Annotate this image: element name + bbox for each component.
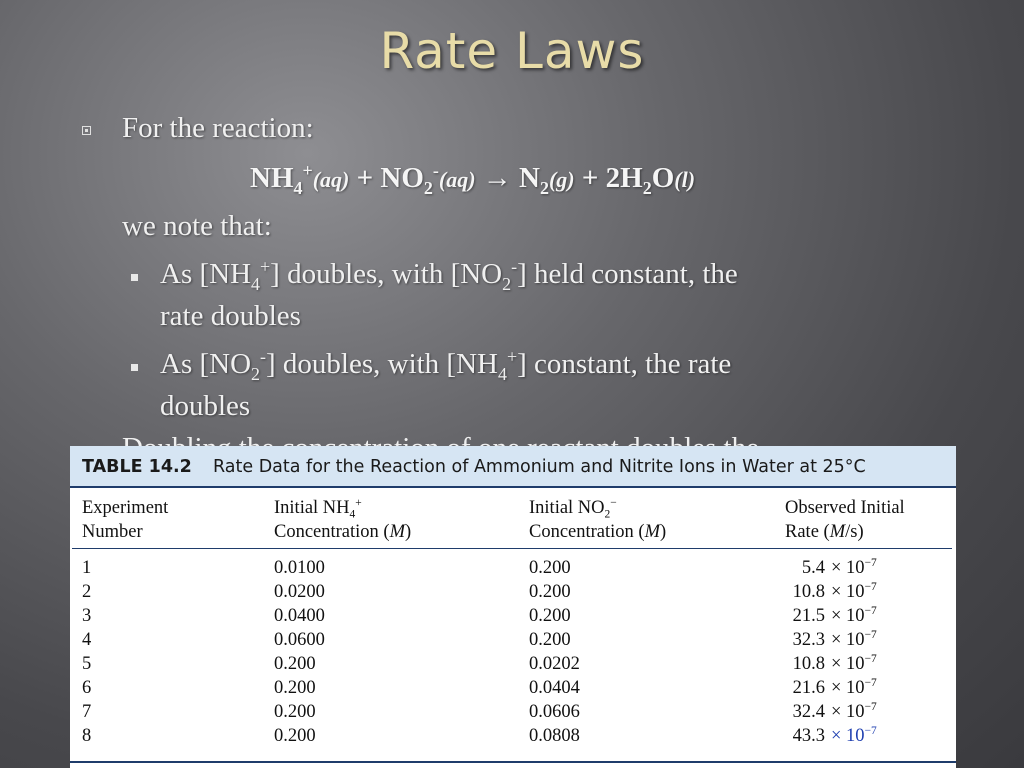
cell-no2-concentration: 0.0606 (529, 702, 580, 722)
cell-nh4-concentration: 0.200 (274, 702, 316, 722)
cell-experiment: 8 (82, 726, 92, 746)
cell-experiment: 7 (82, 702, 92, 722)
box-bullet-icon (82, 126, 91, 135)
cell-experiment: 4 (82, 630, 92, 650)
cell-no2-concentration: 0.0202 (529, 654, 580, 674)
product-nitrogen: $N_2(g)$ (519, 162, 575, 198)
reactant-ammonium: $NH_4^+(aq)$ (250, 160, 350, 198)
table-bottom-rule (70, 761, 956, 763)
bullet-1-line-2: rate doubles (160, 300, 301, 332)
cell-experiment: 6 (82, 678, 92, 698)
slide-title: Rate Laws (379, 22, 645, 80)
cell-observed-rate: $43.3 \times 10^{-7}$ (792, 724, 877, 746)
rate-data-table (70, 446, 956, 768)
cell-nh4-concentration: 0.0400 (274, 606, 325, 626)
cell-no2-concentration: 0.200 (529, 558, 571, 578)
plus-sign: + (349, 162, 381, 194)
reactant-nitrite: $NO_2^-(aq)$ (380, 160, 476, 198)
table-caption-bar (70, 446, 956, 486)
col-header-nh4: Initial $NH_4^+$ Concentration (M) (274, 496, 412, 542)
table-label: TABLE 14.2 (82, 457, 192, 477)
bullet-2-line-2: doubles (160, 390, 251, 422)
cell-observed-rate: $21.6 \times 10^{-7}$ (792, 676, 877, 698)
cell-observed-rate: $21.5 \times 10^{-7}$ (792, 604, 877, 626)
plus-sign: + (574, 162, 606, 194)
cell-experiment: 5 (82, 654, 92, 674)
cell-nh4-concentration: 0.200 (274, 654, 316, 674)
cell-no2-concentration: 0.200 (529, 630, 571, 650)
cell-observed-rate: $10.8 \times 10^{-7}$ (792, 652, 877, 674)
cell-experiment: 1 (82, 558, 92, 578)
cell-experiment: 2 (82, 582, 92, 602)
cell-no2-concentration: 0.200 (529, 582, 571, 602)
square-bullet-icon (131, 274, 138, 281)
cell-observed-rate: $5.4 \times 10^{-7}$ (801, 556, 877, 578)
note-text: we note that: (122, 210, 272, 242)
bullet-2-line-1: As $[NO_2^-]$ doubles, with $[NH_4^+]$ constant, the rate (160, 346, 732, 384)
cell-nh4-concentration: 0.0200 (274, 582, 325, 602)
cell-nh4-concentration: 0.200 (274, 678, 316, 698)
table-header-rule (72, 548, 952, 549)
table-top-rule (70, 486, 956, 488)
col-header-no2: Initial $NO_2^-$ Concentration (M) (529, 496, 667, 542)
cell-nh4-concentration: 0.0100 (274, 558, 325, 578)
table-caption: Rate Data for the Reaction of Ammonium and Nitrite Ions in Water at 25°C (213, 457, 866, 477)
cell-no2-concentration: 0.0404 (529, 678, 580, 698)
cell-experiment: 3 (82, 606, 92, 626)
arrow-icon: → (475, 162, 520, 194)
cell-observed-rate: $10.8 \times 10^{-7}$ (792, 580, 877, 602)
col-header-experiment: Experiment Number (82, 498, 169, 542)
cell-observed-rate: $32.3 \times 10^{-7}$ (792, 628, 877, 650)
cell-nh4-concentration: 0.0600 (274, 630, 325, 650)
cell-observed-rate: $32.4 \times 10^{-7}$ (792, 700, 877, 722)
col-header-rate: Observed Initial Rate (M/s) (785, 498, 905, 542)
cell-nh4-concentration: 0.200 (274, 726, 316, 746)
reaction-equation (250, 160, 696, 198)
bullet-1-line-1: As $[NH_4^+]$ doubles, with $[NO_2^-]$ held constant, the (160, 256, 738, 294)
square-bullet-icon (131, 364, 138, 371)
cell-no2-concentration: 0.200 (529, 606, 571, 626)
intro-text: For the reaction: (122, 112, 314, 144)
cell-no2-concentration: 0.0808 (529, 726, 580, 746)
product-water: $2H_2O(l)$ (605, 162, 696, 198)
